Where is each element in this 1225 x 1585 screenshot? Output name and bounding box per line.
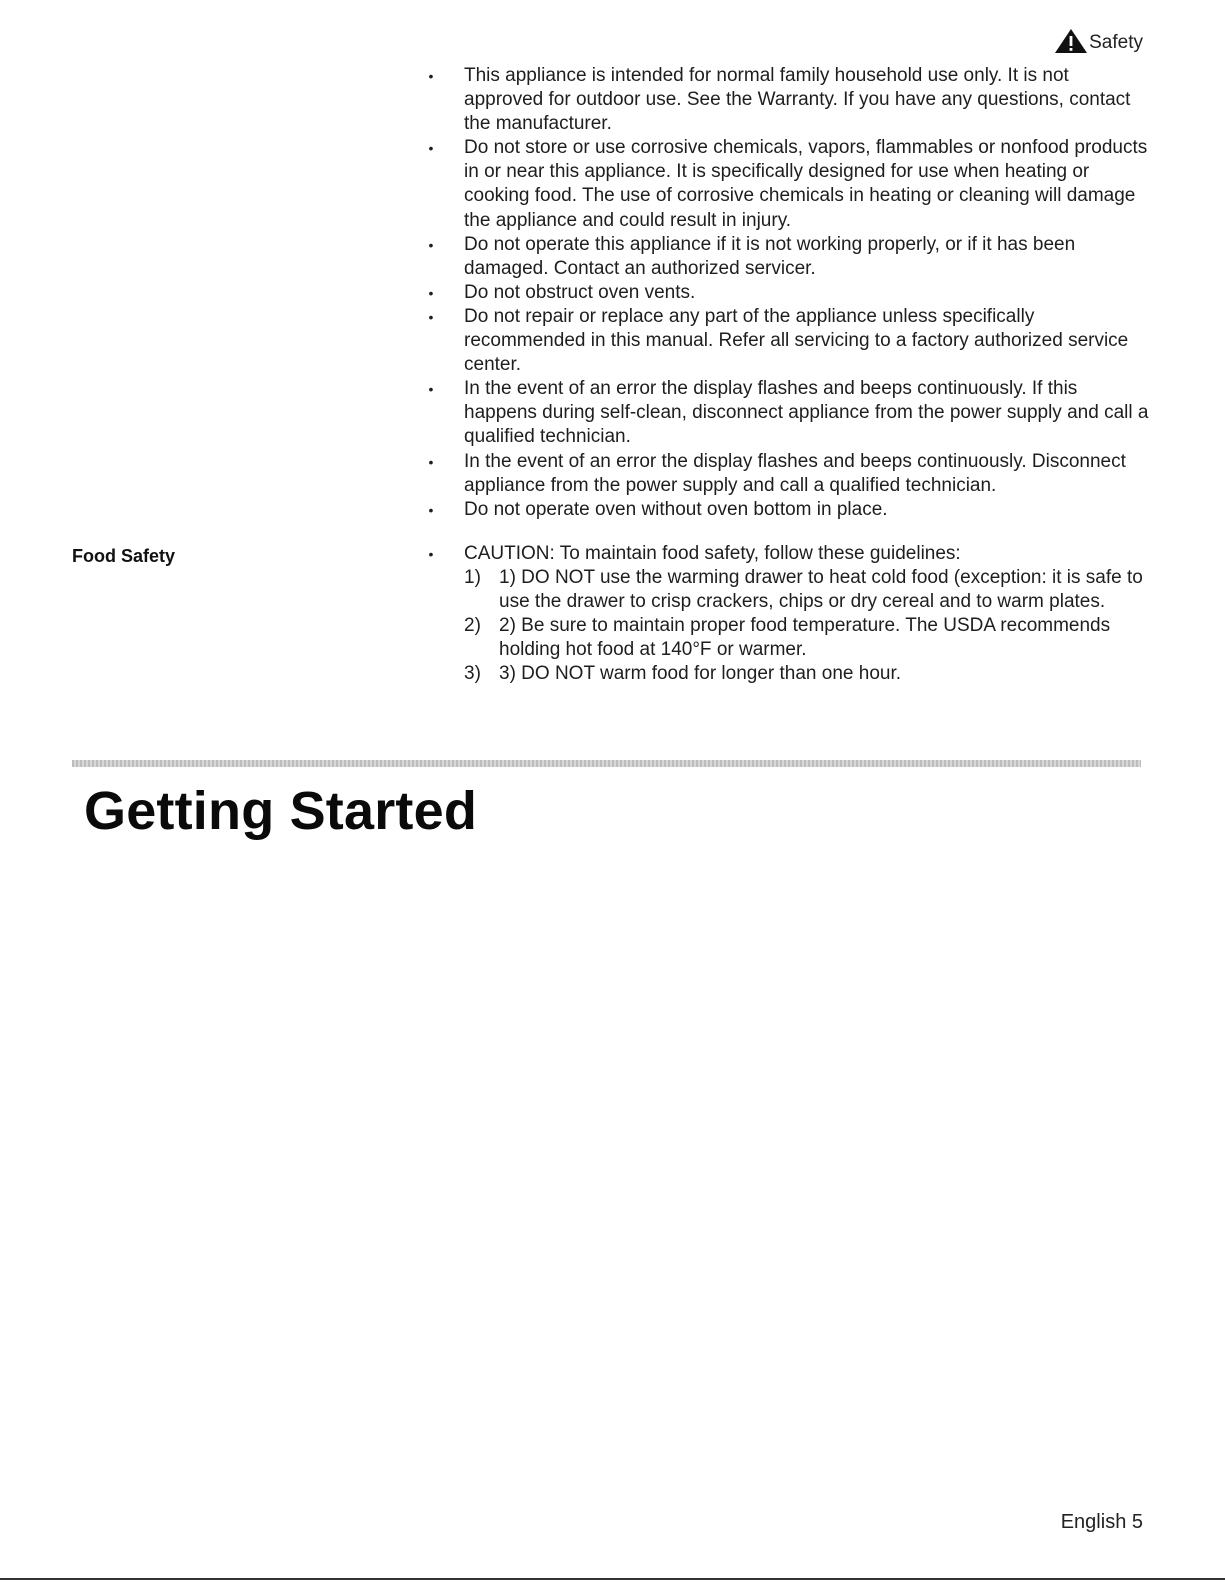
caution-text: CAUTION: To maintain food safety, follow these guidelines:: [464, 543, 961, 564]
list-item: • In the event of an error the display flashes and beeps continuously. If this happens during self-clean, disconnect appliance from the power supply and call a qualified technician.: [428, 378, 1149, 448]
warning-triangle-icon: [1054, 28, 1088, 54]
food-safety-guidelines: [426, 566, 1152, 686]
section-title: Getting Started: [84, 781, 478, 841]
list-item: • In the event of an error the display flashes and beeps continuously. Disconnect appliance from the power supply and call a qualified technician.: [428, 450, 1126, 496]
guideline-item: 2) 2) Be sure to maintain proper food temperature. The USDA recommends holding hot food at 140°F or warmer.: [464, 615, 1111, 661]
food-safety-label: Food Safety: [72, 546, 176, 566]
header-section-label: Safety: [1089, 32, 1143, 53]
header-safety: [1054, 28, 1143, 54]
food-safety-block: [426, 542, 1152, 687]
guideline-item: 3) 3) DO NOT warm food for longer than one hour.: [464, 663, 902, 685]
list-item: • Do not store or use corrosive chemicals, vapors, flammables or nonfood products in or near this appliance. It is specifically designed for use when heating or cooking food. The use of corrosive chemicals in heating or cleaning will damage the appliance and could result in injury.: [428, 137, 1148, 231]
list-item: • Do not operate oven without oven bottom in place.: [428, 498, 888, 520]
section-divider: [72, 760, 1141, 767]
list-item: • Do not obstruct oven vents.: [428, 281, 696, 303]
bottom-rule: [0, 1578, 1225, 1580]
safety-bullet-list: [426, 64, 1152, 522]
caution-item: • CAUTION: To maintain food safety, follow these guidelines:: [428, 543, 961, 564]
list-item: • Do not operate this appliance if it is not working properly, or if it has been damaged. Contact an authorized servicer.: [428, 233, 1076, 279]
page-number: English 5: [1060, 1511, 1143, 1533]
list-item: • Do not repair or replace any part of the appliance unless specifically recommended in this manual. Refer all servicing to a factory authorized service center.: [428, 305, 1129, 376]
list-item: • This appliance is intended for normal family household use only. It is not approved for outdoor use. See the Warranty. If you have any questions, contact the manufacturer.: [428, 65, 1131, 135]
guideline-item: 1) 1) DO NOT use the warming drawer to heat cold food (exception: it is safe to use the drawer to crisp crackers, chips or dry cereal and to warm plates.: [464, 567, 1143, 613]
